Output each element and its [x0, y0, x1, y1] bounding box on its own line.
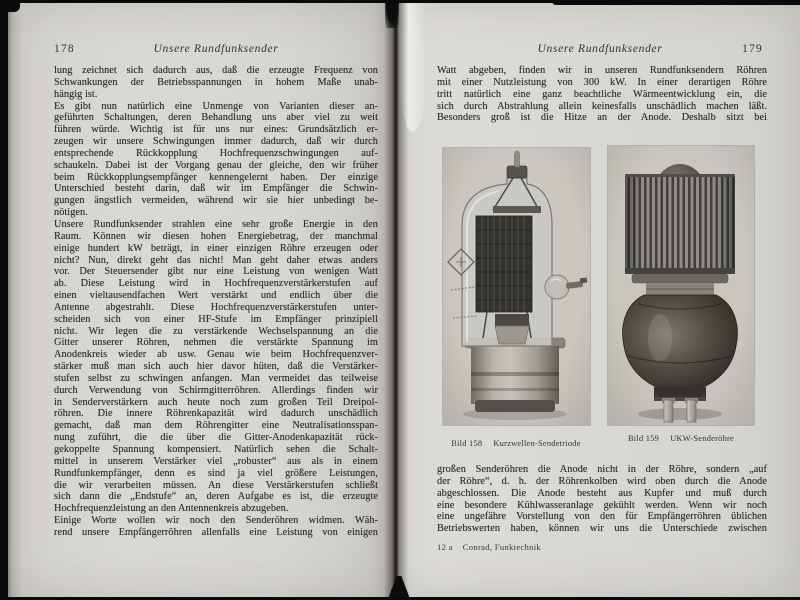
figure-photo-ukw-senderoehre: [608, 146, 754, 425]
text-line: scheiden sich von einer HF-Stufe im Empfänger prinzipiell: [54, 313, 378, 325]
text-line: Es gibt nun natürlich eine Unmenge von Varianten dieser an-: [54, 100, 378, 112]
text-line: rend unsere Empfängerröhren allenfalls eine Leistung von einigen: [54, 526, 378, 538]
text-line: nung zuführt, die die über die Gitter-Anodenkapazität rück-: [54, 432, 378, 444]
text-line: sich durch Abstrahlung allein keinesfalls unschädlich machen läßt.: [437, 100, 767, 112]
text-line: stufen selbst zu schwingen anfangen. Man vermeidet das teilweise: [54, 372, 378, 384]
right-text-column-top: [437, 65, 767, 124]
text-line: lung zeichnet sich dadurch aus, daß die erzeugte Frequenz von: [54, 65, 378, 76]
figure-caption-159: [608, 434, 754, 443]
page-number-left: 178: [54, 43, 75, 55]
scan-edge-top-left: [0, 0, 20, 12]
text-line: sich dann die „Endstufe“ an, deren Aufgabe es ist, die erzeugte: [54, 491, 378, 503]
right-text-column-bottom: [437, 464, 767, 535]
text-line: mittel in unserem Verstärker viel „robuster“ aus als in einem: [54, 455, 378, 467]
running-title-right: Unsere Rundfunksender: [537, 43, 663, 55]
text-line: vor. Der Steuersender gibt nur eine Leistung von wenigen Watt: [54, 266, 378, 278]
text-line: gekoppelte Spannung kompensiert. Natürlich sehen die Schalt-: [54, 444, 378, 455]
text-line: Antenne abgestrahlt. Diese Hochfrequenzverstärkerstufen unter-: [54, 301, 378, 313]
text-line: Einige Worte wollen wir noch den Senderöhren widmen. Wäh-: [54, 515, 378, 527]
page-number-right: 179: [742, 43, 763, 55]
text-line: schaukeln. Dabei ist der Vorgang genau der gleiche, den wir früher: [54, 159, 378, 171]
text-line: geführten Schaltungen, deren Behandlung uns aber viel zu weit: [54, 112, 378, 124]
text-line: mit einer Nutzleistung von 300 kW. In einer derartigen Röhre: [437, 76, 767, 88]
text-line: Hochfrequenzleistung an den Antennenkreis abzugeben.: [54, 503, 289, 515]
text-line: Rundfunkempfänger, denn es sind ja viel größere Leistungen,: [54, 467, 378, 479]
text-line: nicht. Wir legen die zu verstärkende Wechselspannung an die: [54, 325, 378, 337]
text-line: röhren. Die innere Röhrenkapazität wird dadurch unschädlich: [54, 408, 378, 420]
text-line: eine besondere Kühlwasseranlage gekühlt werden. Wenn wir noch: [437, 499, 767, 511]
scan-edge-top-right: [552, 0, 800, 5]
text-line: in Senderverstärkern auch heute noch zum großen Teil Dreipol-: [54, 396, 378, 408]
transmitter-triode-illustration: [443, 148, 590, 425]
text-line: Raum. Können wir diesen hohen Energiebetrag, der manchmal: [54, 230, 378, 242]
text-line: Watt abgeben, finden wir in unseren Rundfunksendern Röhren: [437, 65, 767, 76]
scan-edge-left: [0, 0, 8, 600]
running-title-left: Unsere Rundfunksender: [153, 43, 279, 55]
figure-label: Bild 159: [627, 434, 660, 443]
text-line: einige hundert kW beträgt, in einer einzigen Röhre erzeugen oder: [54, 242, 378, 254]
text-line: hängig ist.: [54, 88, 98, 100]
text-line: nötigen.: [54, 207, 88, 219]
text-line: Unterschied besteht darin, daß wir im Empfänger die Schwin-: [54, 183, 378, 195]
gutter-top-shadow: [385, 0, 399, 28]
text-line: ab. Diese Leistung wird in Hochfrequenzverstärkerstufen auf: [54, 278, 378, 290]
text-line: führen würde. Wichtig ist für uns nur eines: Grundsätzlich er-: [54, 124, 378, 136]
text-line: durch Verwendung von Schirmgitterröhren. Allerdings finden wir: [54, 384, 378, 396]
figure-title: UKW-Senderöhre: [670, 434, 735, 443]
text-line: entsprechende Rückkopplung Hochfrequenzschwingungen auf-: [54, 147, 378, 159]
text-line: zeugen wir unsere Schwingungen immer dadurch, daß wir durch: [54, 136, 378, 148]
text-line: beim Rückkopplungsempfänger kennengelernt haben. Der einzige: [54, 171, 378, 183]
text-line: Schwankungen der Betriebsspannungen in hohem Maße unab-: [54, 76, 378, 88]
figure-photo-kurzwellen-sendetriode: [443, 148, 590, 425]
book-gutter-shadow: [384, 0, 408, 600]
uhf-tube-illustration: [608, 146, 754, 425]
text-line: Gitter unserer Röhren, nehmen die verstärkte Spannung im: [54, 337, 378, 349]
text-line: die wir verarbeiten müssen. An diese Verstärkerstufen schließt: [54, 479, 378, 491]
text-line: abgeschlossen. Die Anode besteht aus Kupfer und muß durch: [437, 487, 767, 499]
figure-title: Kurzwellen-Sendetriode: [493, 439, 581, 448]
text-line: einen vieltausendfachen Wert verstärkt und endlich über die: [54, 290, 378, 302]
text-line: eine ungefähre Vorstellung von den für Empfängerröhren üblichen: [437, 511, 767, 523]
text-line: gungen ängstlich vermeiden, während wir sie hier unbedingt be-: [54, 195, 378, 207]
text-line: Betriebswerten haben, können wir uns die Unterschiede zwischen: [437, 523, 767, 535]
left-text-column: [54, 65, 378, 539]
text-line: Unsere Rundfunksender strahlen eine sehr große Energie in den: [54, 218, 378, 230]
text-line: stärker muß man sich auch hier davor hüten, daß die Verstärker-: [54, 361, 378, 373]
text-line: Anodenkreis wieder ab usw. Genau wie beim Hochfrequenzver-: [54, 349, 378, 361]
text-line: Besonders groß ist die Hitze an der Anode. Deshalb sitzt bei: [437, 112, 767, 124]
text-line: tritt natürlich eine ganz beachtliche Wärmeentwicklung ein, die: [437, 88, 767, 100]
text-line: nicht? Nun, direkt geht das nicht! Man geht daher etwas anders: [54, 254, 378, 266]
signature-mark: 12 a: [437, 542, 453, 552]
figure-label: Bild 158: [451, 439, 483, 448]
figure-caption-158: [428, 439, 604, 448]
text-line: gemacht, daß man dem Röhrengitter eine Neutralisationsspan-: [54, 420, 378, 432]
text-line: der Röhre“, d. h. der Röhrenkolben wird oben durch die Anode: [437, 475, 767, 487]
signature-text: Conrad, Funktechnik: [462, 542, 542, 552]
text-line: großen Senderöhren die Anode nicht in der Röhre, sondern „auf: [437, 464, 767, 475]
signature-footer: [437, 542, 541, 552]
